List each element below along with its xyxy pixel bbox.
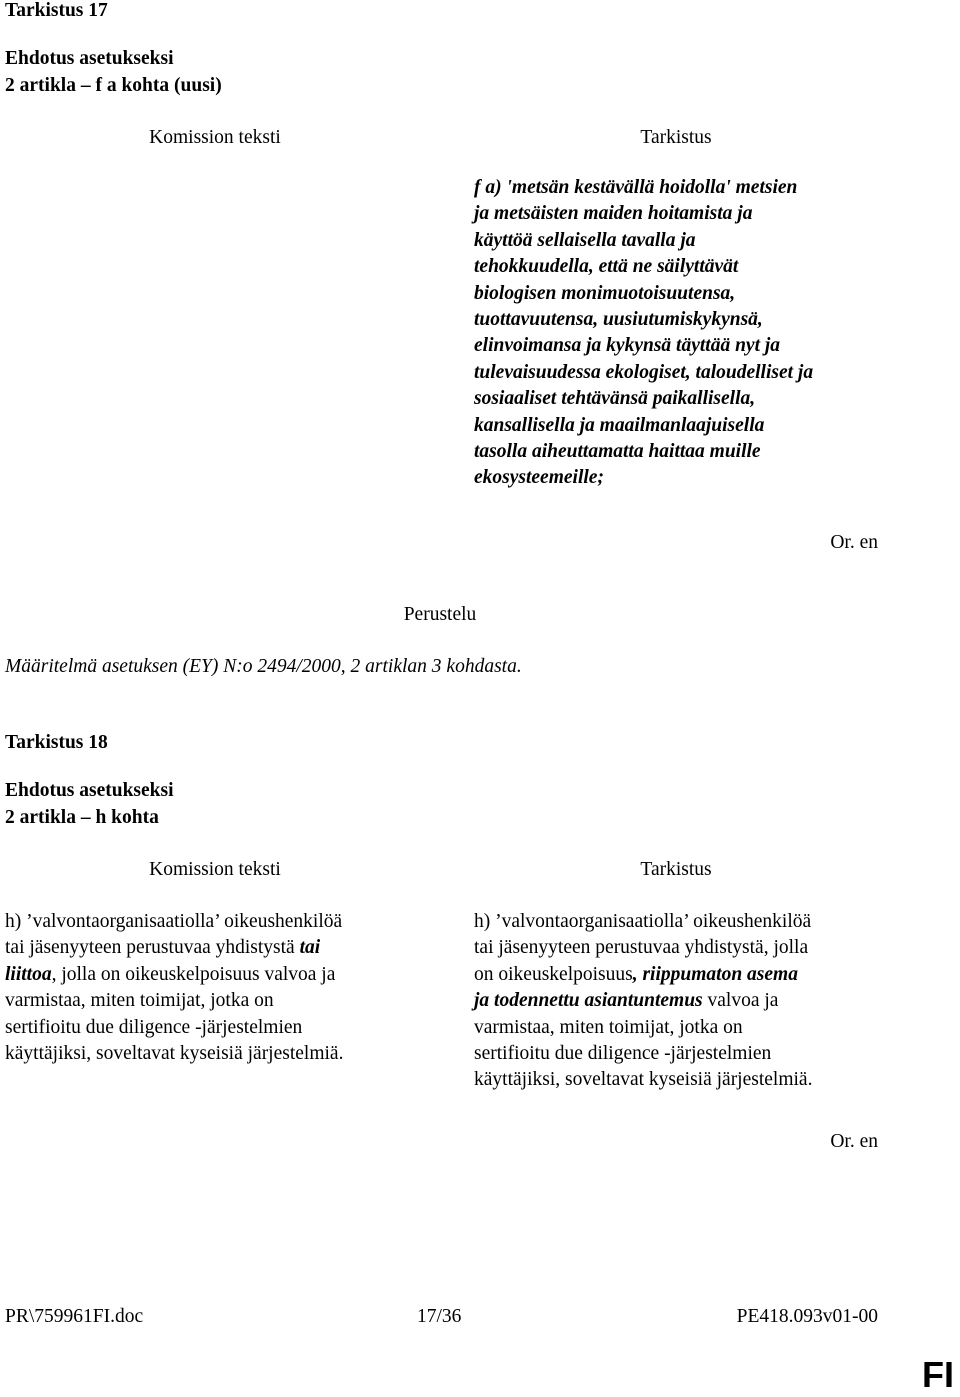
amendment-17-line: f a) 'metsän kestävällä hoidolla' metsien bbox=[474, 177, 798, 198]
justification-heading: Perustelu bbox=[403, 604, 477, 625]
original-language-18: Or. en bbox=[830, 1131, 878, 1152]
amendment-18-line bbox=[474, 962, 894, 988]
amendment-18-fragment: on oikeuskelpoisuus bbox=[474, 963, 633, 985]
amendment-17-line: tehokkuudella, että ne säilyttävät bbox=[474, 256, 739, 278]
commission-18-line: varmistaa, miten toimijat, jotka on bbox=[5, 990, 274, 1012]
amendment-17-title: Tarkistus 17 bbox=[5, 0, 108, 21]
amendment-17-line: tulevaisuudessa ekologiset, taloudelliset ja bbox=[474, 361, 814, 383]
inserted-text: , riippumaton asema bbox=[632, 963, 798, 985]
amendment-17-line: kansallisella ja maailmanlaajuisella bbox=[474, 414, 765, 436]
amendment-18-line: sertifioitu due diligence -järjestelmien bbox=[474, 1043, 772, 1065]
amendment-17-line: ja metsäisten maiden hoitamista ja bbox=[474, 203, 753, 225]
amendment-18-text bbox=[474, 909, 894, 1094]
commission-text-heading-18: Komission teksti bbox=[149, 859, 281, 880]
footer-page-number: 17/36 bbox=[417, 1306, 462, 1327]
amendment-heading-17: Tarkistus bbox=[640, 127, 712, 148]
amendment-17-line: biologisen monimuotoisuutensa, bbox=[474, 282, 736, 304]
amendment-17-line: ekosysteemeille; bbox=[474, 467, 604, 489]
amendment-17-line: sosiaaliset tehtävänsä paikallisella, bbox=[474, 388, 756, 410]
amendment-17-proposal: Ehdotus asetukseksi bbox=[5, 48, 174, 69]
amendment-17-line: käyttöä sellaisella tavalla ja bbox=[474, 229, 696, 251]
amendment-17-article: 2 artikla – f a kohta (uusi) bbox=[5, 75, 222, 96]
commission-text-heading-17: Komission teksti bbox=[149, 127, 281, 148]
amendment-17-line: elinvoimansa ja kykynsä täyttää nyt ja bbox=[474, 335, 781, 357]
deleted-text: tai bbox=[299, 937, 321, 959]
amendment-18-line: käyttäjiksi, soveltavat kyseisiä järjestelmiä. bbox=[474, 1069, 813, 1091]
inserted-text: ja todennettu asiantuntemus bbox=[474, 990, 703, 1012]
amendment-17-text bbox=[474, 175, 894, 492]
amendment-18-title: Tarkistus 18 bbox=[5, 732, 108, 753]
commission-18-fragment: , jolla on oikeuskelpoisuus valvoa ja bbox=[51, 963, 336, 985]
amendment-heading-18: Tarkistus bbox=[640, 859, 712, 880]
commission-18-line: käyttäjiksi, soveltavat kyseisiä järjestelmiä. bbox=[5, 1043, 344, 1065]
amendment-18-fragment: valvoa ja bbox=[702, 990, 779, 1012]
amendment-17-line: tuottavuutensa, uusiutumiskykynsä, bbox=[474, 309, 763, 331]
amendment-18-line bbox=[474, 988, 894, 1014]
amendment-18-line: tai jäsenyyteen perustuvaa yhdistystä, jolla bbox=[474, 937, 809, 959]
amendment-18-line: varmistaa, miten toimijat, jotka on bbox=[474, 1016, 743, 1038]
commission-text-18 bbox=[5, 909, 425, 1067]
commission-18-line bbox=[5, 935, 425, 961]
footer-language-mark: FI bbox=[922, 1354, 954, 1395]
footer-doc-ref: PR\759961FI.doc bbox=[5, 1306, 144, 1327]
commission-18-fragment: tai jäsenyyteen perustuvaa yhdistystä bbox=[5, 937, 300, 959]
amendment-18-article: 2 artikla – h kohta bbox=[5, 807, 159, 828]
original-language-17: Or. en bbox=[830, 532, 878, 553]
amendment-18-proposal: Ehdotus asetukseksi bbox=[5, 780, 174, 801]
amendment-18-line: h) ’valvontaorganisaatiolla’ oikeushenkilöä bbox=[474, 911, 812, 932]
deleted-text: liittoa bbox=[5, 963, 52, 985]
commission-18-line: h) ’valvontaorganisaatiolla’ oikeushenkilöä bbox=[5, 911, 343, 932]
justification-text: Määritelmä asetuksen (EY) N:o 2494/2000, 2 artiklan 3 kohdasta. bbox=[5, 656, 522, 677]
amendment-17-line: tasolla aiheuttamatta haittaa muille bbox=[474, 441, 761, 463]
footer-pe-ref: PE418.093v01-00 bbox=[736, 1306, 878, 1327]
commission-18-line: sertifioitu due diligence -järjestelmien bbox=[5, 1016, 303, 1038]
commission-18-line bbox=[5, 962, 425, 988]
